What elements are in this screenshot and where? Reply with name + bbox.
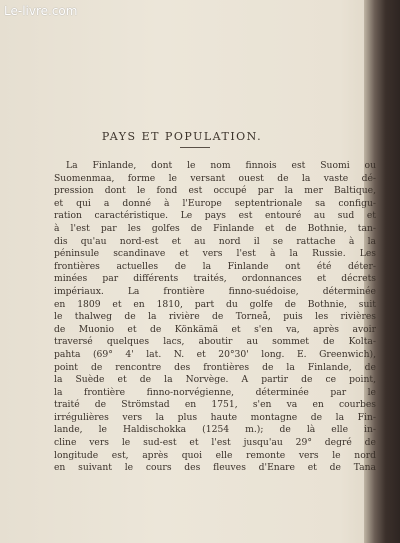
- text-line: la frontière finno-norvégienne, déterminée par le: [54, 386, 376, 398]
- section-heading: PAYS ET POPULATION.: [101, 130, 263, 143]
- text-line: traité de Strömstad en 1751, s'en va en courbes: [54, 399, 376, 411]
- text-line: minées par différents traités, ordonnances et décrets: [54, 273, 376, 285]
- text-line: dis qu'au nord-est et au nord il se rattache à la: [54, 235, 376, 247]
- text-line: la Suède et de la Norvège. A partir de ce point,: [54, 374, 376, 386]
- text-line: pahta (69° 4' lat. N. et 20°30' long. E. Greenwich),: [54, 348, 376, 360]
- text-line: de Muonio et de Könkämä et s'en va, après avoir: [54, 323, 376, 335]
- text-line: cline vers le sud-est et l'est jusqu'au 29° degré de: [54, 437, 376, 449]
- text-line: le thalweg de la rivière de Torneå, puis les rivières: [54, 311, 376, 323]
- text-line: et qui a donné à l'Europe septentrionale sa configu-: [54, 197, 376, 209]
- text-line: en suivant le cours des fleuves d'Enare et de Tana: [54, 462, 376, 474]
- text-line: irrégulières vers la plus haute montagne de la Fin-: [54, 411, 376, 423]
- text-line: La Finlande, dont le nom finnois est Suomi ou: [66, 160, 376, 171]
- watermark-text: Le-livre.com: [4, 4, 78, 18]
- heading-rule: [180, 147, 210, 148]
- text-line: à l'est par les golfes de Finlande et de Bothnie, tan-: [54, 222, 376, 234]
- text-line: traversé quelques lacs, aboutir au sommet de Kolta-: [54, 336, 376, 348]
- text-line: en 1809 et en 1810, part du golfe de Bothnie, suit: [54, 298, 376, 310]
- text-line: ration caractéristique. Le pays est entouré au sud et: [54, 210, 376, 222]
- body-paragraph: [54, 160, 376, 475]
- text-line: lande, le Haldischokka (1254 m.); de là elle in-: [54, 424, 376, 436]
- text-line: longitude est, après quoi elle remonte vers le nord: [54, 449, 376, 461]
- text-line: impériaux. La frontière finno-suédoise, déterminée: [54, 285, 376, 297]
- text-line: péninsule scandinave et vers l'est à la Russie. Les: [54, 248, 376, 260]
- text-line: point de rencontre des frontières de la Finlande, de: [54, 361, 376, 373]
- text-line: Suomenmaa, forme le versant ouest de la vaste dé-: [54, 172, 376, 184]
- text-line: frontières actuelles de la Finlande ont été déter-: [54, 260, 376, 272]
- text-line: pression dont le fond est occupé par la mer Baltique,: [54, 185, 376, 197]
